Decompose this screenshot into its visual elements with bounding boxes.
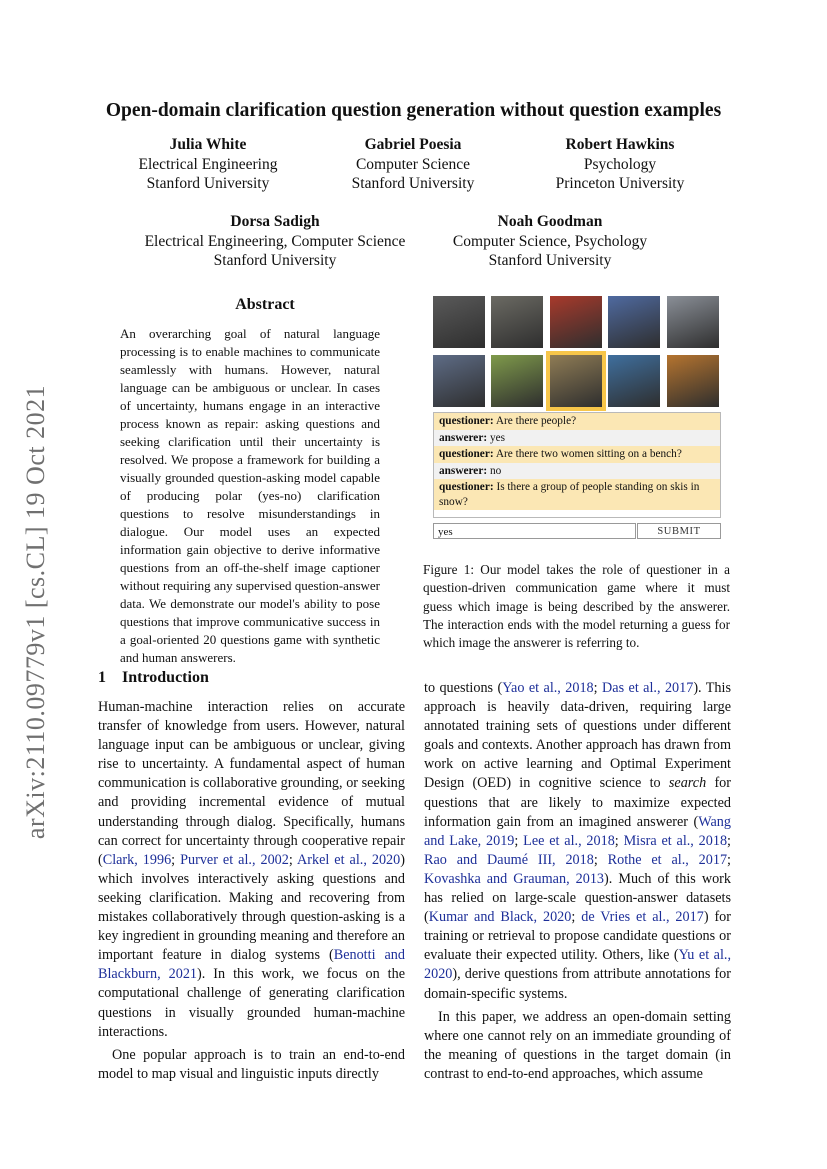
image-thumbnail[interactable] (491, 296, 543, 348)
answerer-message (434, 430, 720, 447)
speaker-label: answerer: (439, 431, 488, 444)
speaker-label: questioner: (439, 415, 494, 427)
citation-link[interactable]: Clark, 1996 (102, 851, 172, 868)
selected-image-thumbnail[interactable] (550, 355, 602, 407)
author-name: Dorsa Sadigh (230, 213, 320, 230)
author-block (120, 212, 430, 271)
abstract-text: An overarching goal of natural language processing is to enable machines to communicate seamlessly with humans. However, natural language can be ambiguous or unclear. In cases of uncertainty, humans engage in an interactive process known as repair: asking questions and seeking clarification until their uncertainty is resolved. We propose a framework for building a visually grounded question-asking model capable of producing polar (yes-no) clarification questions to resolve misunderstandings in dialogue. Our model uses an expected information gain objective to derive informative questions from an off-the-shelf image captioner without requiring any supervised question-answer data. We demonstrate our model's ability to pose questions that improve communicative success in a goal-oriented 20 questions game with synthetic and human answerers. (120, 326, 380, 665)
text-run: to questions ( (424, 680, 503, 696)
author-name: Gabriel Poesia (364, 136, 462, 153)
citation-link[interactable]: Purver et al., 2002 (180, 851, 289, 868)
message-text: no (489, 464, 502, 477)
image-thumbnail[interactable] (667, 355, 719, 407)
message-text: Is there a group of people standing on skis in snow? (439, 481, 700, 508)
text-run: ), derive questions from attribute annotations for domain-specific systems. (424, 966, 731, 1002)
right-column (424, 679, 731, 1084)
citation-link[interactable]: Das et al., 2017 (602, 680, 694, 696)
text-run: for questions that are likely to maximize expected information gain from an imagined answerer ( (424, 775, 731, 830)
arxiv-id: arXiv:2110.09779v1 [cs.CL] 19 Oct 2021 (21, 384, 50, 840)
text-run: ; (288, 851, 298, 868)
author-affiliation: Stanford University (146, 175, 270, 192)
text-run: ). In this work, we focus on the computational challenge of generating clarification questions in visually grounded human-machine interactions. (98, 966, 405, 1040)
arxiv-sidebar (14, 372, 58, 852)
speaker-label: questioner: (439, 448, 494, 460)
author-affiliation: Stanford University (213, 252, 337, 269)
author-name: Noah Goodman (497, 213, 603, 230)
intro-paragraph: One popular approach is to train an end-to-end model to map visual and linguistic inputs directly (98, 1046, 405, 1082)
text-run: Human-machine interaction relies on accurate transfer of knowledge from users. However, natural language input can be ambiguous or unclear, giving rise to uncertainty. A fundamental aspect of human communication is collaborative grounding, or seeking and providing incremental evidence of mutual understanding through dialog. Specifically, humans can correct for uncertainty through cooperative repair ( (98, 699, 405, 868)
section-heading (98, 669, 209, 687)
image-thumbnail[interactable] (550, 296, 602, 348)
intro-paragraph (424, 679, 731, 1004)
citation-link[interactable]: Yao et al., 2018 (502, 680, 594, 696)
citation-link[interactable]: Benotti and Blackburn, 2021 (98, 947, 405, 983)
text-run: ; (727, 851, 731, 868)
speaker-label: answerer: (439, 464, 488, 477)
text-run: ; (593, 680, 603, 696)
citation-link[interactable]: de Vries et al., 2017 (581, 909, 704, 926)
author-block (430, 212, 670, 271)
answer-input[interactable]: yes (433, 523, 636, 539)
author-block (313, 135, 513, 194)
answerer-message (434, 463, 720, 480)
message-text: Are there people? (495, 415, 577, 427)
text-run: ; (593, 851, 608, 868)
text-run: ). Much of this work has relied on large-scale question-answer datasets ( (424, 870, 731, 926)
author-affiliation: Stanford University (351, 175, 475, 192)
author-affiliation: Princeton University (555, 175, 685, 192)
questioner-message (434, 446, 720, 463)
text-run: ) for training or retrieval to propose candidate questions or evaluate their expected utility. Others, like ( (424, 909, 731, 964)
citation-link[interactable]: Arkel et al., 2020 (297, 851, 401, 868)
citation-link[interactable]: Kumar and Black, 2020 (428, 909, 572, 926)
author-dept: Psychology (583, 155, 657, 173)
citation-link[interactable]: Rothe et al., 2017 (607, 851, 728, 868)
citation-link[interactable]: Wang and Lake, 2019 (424, 813, 731, 849)
text-run: ) which involves interactively asking questions and seeking clarification. Making and recovering from mistakes collaboratively through question-asking is a key ingredient in grounding meaning and therefore an important feature in dialog systems ( (98, 851, 405, 964)
author-dept: Computer Science (355, 155, 471, 173)
image-thumbnail[interactable] (608, 355, 660, 407)
image-thumbnail[interactable] (491, 355, 543, 407)
abstract-heading: Abstract (235, 296, 295, 313)
intro-paragraph: In this paper, we address an open-domain setting where one cannot rely on an immediate grounding of the meaning of questions in the target domain (in contrast to end-to-end approaches, which assume (424, 1008, 731, 1082)
author-block (520, 135, 720, 194)
answer-input-row (433, 523, 721, 540)
dialog-panel (433, 412, 721, 518)
questioner-message (434, 479, 720, 510)
intro-paragraph (98, 698, 405, 1042)
author-name: Robert Hawkins (565, 136, 675, 153)
emphasis-text: search (668, 775, 707, 792)
author-dept: Electrical Engineering (138, 155, 278, 173)
text-run: ; (514, 832, 524, 849)
figure-caption: Figure 1: Our model takes the role of questioner in a question-driven communication game where it must guess which image is being described by the answerer. The interaction ends with the model returning a guess for which image the answerer is referring to. (423, 562, 730, 651)
text-run: ; (171, 851, 181, 868)
text-run: ; (727, 832, 731, 849)
section-title: Introduction (122, 669, 209, 686)
citation-link[interactable]: Lee et al., 2018 (523, 832, 615, 849)
author-name: Julia White (169, 136, 247, 153)
citation-link[interactable]: Rao and Daumé III, 2018 (424, 851, 594, 868)
author-dept: Computer Science, Psychology (452, 232, 648, 250)
citation-link[interactable]: Misra et al., 2018 (623, 832, 728, 849)
message-text: Are there two women sitting on a bench? (495, 448, 682, 460)
questioner-message (434, 413, 720, 430)
speaker-label: questioner: (439, 481, 494, 493)
image-thumbnail[interactable] (667, 296, 719, 348)
left-column (98, 698, 405, 1084)
author-block (108, 135, 308, 194)
image-thumbnail[interactable] (433, 296, 485, 348)
image-thumbnail[interactable] (433, 355, 485, 407)
message-text: yes (489, 431, 505, 444)
text-run: ; (614, 832, 624, 849)
section-number: 1 (98, 669, 106, 686)
author-dept: Electrical Engineering, Computer Science (144, 232, 406, 250)
text-run: ). This approach is heavily data-driven, requiring large annotated training sets of questions under different goals and contexts. Another approach has drawn from work on active learning and Optimal Experiment Design (OED) in cognitive science to (424, 680, 731, 792)
citation-link[interactable]: Kovashka and Grauman, 2013 (424, 870, 605, 887)
author-affiliation: Stanford University (488, 252, 612, 269)
image-thumbnail[interactable] (608, 296, 660, 348)
text-run: ; (571, 909, 582, 926)
submit-button[interactable]: SUBMIT (637, 523, 721, 539)
citation-link[interactable]: Yu et al., 2020 (424, 947, 732, 983)
paper-title: Open-domain clarification question generation without question examples (105, 100, 722, 121)
